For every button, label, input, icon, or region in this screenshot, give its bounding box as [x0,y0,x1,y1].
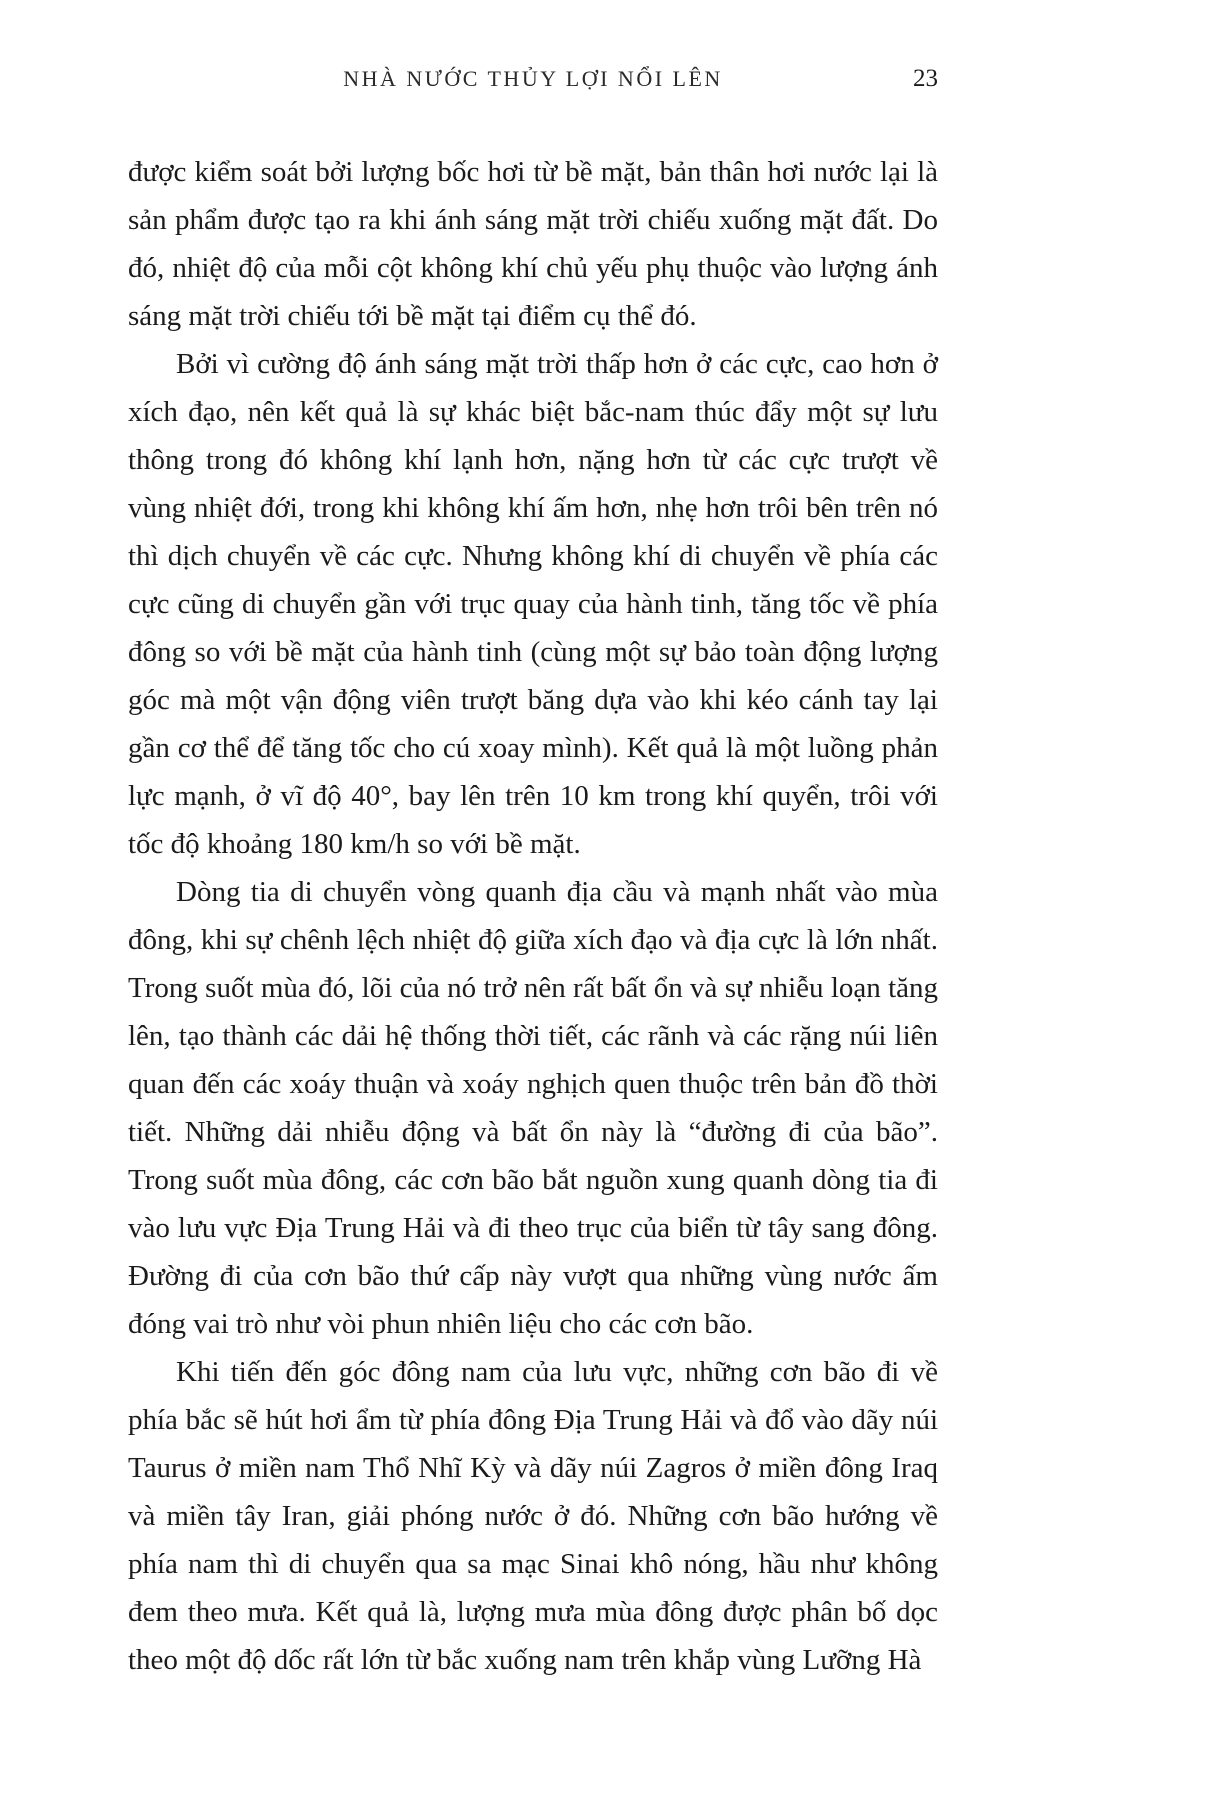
paragraph-3: Dòng tia di chuyển vòng quanh địa cầu và mạnh nhất vào mùa đông, khi sự chênh lệch nhiệt độ giữa xích đạo và địa cực là lớn nhất. Trong suốt mùa đó, lõi của nó trở nên rất bất ổn và sự nhiễu loạn tăng lên, tạo thành các dải hệ thống thời tiết, các rãnh và các rặng núi liên quan đến các xoáy thuận và xoáy nghịch quen thuộc trên bản đồ thời tiết. Những dải nhiễu động và bất ổn này là “đường đi của bão”. Trong suốt mùa đông, các cơn bão bắt nguồn xung quanh dòng tia đi vào lưu vực Địa Trung Hải và đi theo trục của biển từ tây sang đông. Đường đi của cơn bão thứ cấp này vượt qua những vùng nước ấm đóng vai trò như vòi phun nhiên liệu cho các cơn bão. [128,876,938,1340]
page-number: 23 [913,65,938,92]
paragraph-2: Bởi vì cường độ ánh sáng mặt trời thấp hơn ở các cực, cao hơn ở xích đạo, nên kết quả là sự khác biệt bắc-nam thúc đẩy một sự lưu thông trong đó không khí lạnh hơn, nặng hơn từ các cực trượt về vùng nhiệt đới, trong khi không khí ấm hơn, nhẹ hơn trôi bên trên nó thì dịch chuyển về các cực. Nhưng không khí di chuyển về phía các cực cũng di chuyển gần với trục quay của hành tinh, tăng tốc về phía đông so với bề mặt của hành tinh (cùng một sự bảo toàn động lượng góc mà một vận động viên trượt băng dựa vào khi kéo cánh tay lại gần cơ thể để tăng tốc cho cú xoay mình). Kết quả là một luồng phản lực mạnh, ở vĩ độ 40°, bay lên trên 10 km trong khí quyển, trôi với tốc độ khoảng 180 km/h so với bề mặt. [128,348,938,860]
running-header-title: NHÀ NƯỚC THỦY LỢI NỔI LÊN [343,66,723,91]
paragraph-4: Khi tiến đến góc đông nam của lưu vực, những cơn bão đi về phía bắc sẽ hút hơi ẩm từ phía đông Địa Trung Hải và đổ vào dãy núi Taurus ở miền nam Thổ Nhĩ Kỳ và dãy núi Zagros ở miền đông Iraq và miền tây Iran, giải phóng nước ở đó. Những cơn bão hướng về phía nam thì di chuyển qua sa mạc Sinai khô nóng, hầu như không đem theo mưa. Kết quả là, lượng mưa mùa đông được phân bố dọc theo một độ dốc rất lớn từ bắc xuống nam trên khắp vùng Lưỡng Hà [128,1356,938,1676]
running-header [128,62,938,96]
paragraph-1: được kiểm soát bởi lượng bốc hơi từ bề mặt, bản thân hơi nước lại là sản phẩm được tạo ra khi ánh sáng mặt trời chiếu xuống mặt đất. Do đó, nhiệt độ của mỗi cột không khí chủ yếu phụ thuộc vào lượng ánh sáng mặt trời chiếu tới bề mặt tại điểm cụ thể đó. [128,156,938,332]
body-text [128,148,938,1684]
